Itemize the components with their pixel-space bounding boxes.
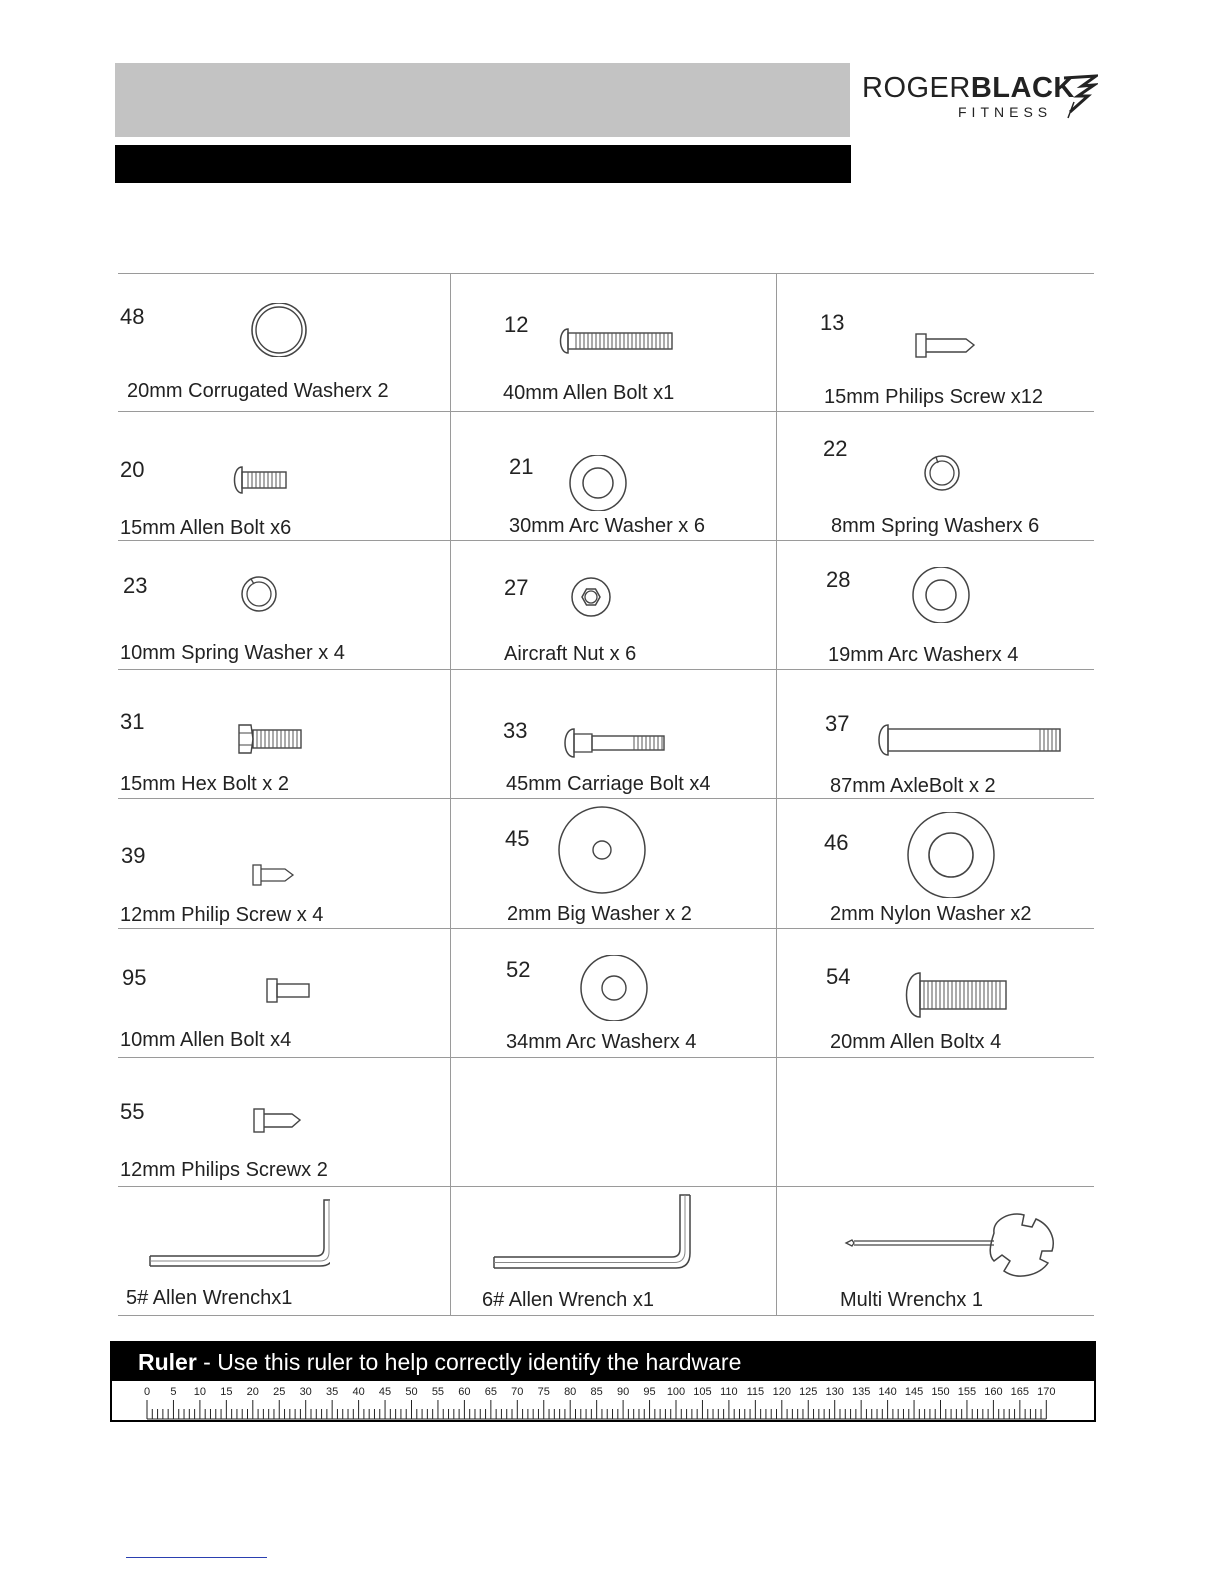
ruler-label: 40 [352, 1386, 365, 1398]
part-label: 34mm Arc Washerx 4 [506, 1031, 697, 1053]
part-number: 33 [503, 718, 528, 743]
ruler-label: 95 [643, 1386, 656, 1398]
part-label: 19mm Arc Washerx 4 [828, 644, 1019, 666]
multi-wrench-icon [844, 1211, 1064, 1283]
bolt-icon [265, 978, 313, 1004]
ruler-label: 55 [431, 1386, 445, 1398]
ruler-label: 35 [326, 1386, 339, 1398]
spring-washer-icon [923, 455, 961, 491]
part-number: 21 [509, 454, 534, 479]
ruler-title-rest: - Use this ruler to help correctly identify the hardware [196, 1349, 742, 1375]
ruler-label: 25 [273, 1386, 286, 1398]
screw-icon [252, 1108, 304, 1134]
washer-icon [579, 955, 649, 1021]
part-number: 55 [120, 1099, 145, 1124]
part-number: 52 [506, 957, 531, 982]
ruler-label: 70 [511, 1386, 524, 1398]
allen-wrench-icon [148, 1198, 330, 1273]
ruler-label: 0 [143, 1386, 151, 1398]
ruler-label: 80 [564, 1386, 577, 1398]
ruler [110, 1341, 1096, 1422]
part-number: 45 [505, 826, 530, 851]
part-label: 2mm Nylon Washer x2 [830, 903, 1032, 925]
tool-label: Multi Wrenchx 1 [840, 1289, 984, 1311]
bolt-icon [556, 325, 676, 357]
part-number: 95 [122, 965, 147, 990]
bolt-icon [232, 465, 288, 495]
nut-icon [570, 577, 612, 617]
hex-bolt-icon [237, 723, 305, 755]
ruler-label: 160 [984, 1386, 1003, 1398]
tool-label: 5# Allen Wrenchx1 [126, 1287, 293, 1309]
ruler-label: 165 [1010, 1386, 1030, 1398]
washer-icon [911, 567, 971, 623]
ruler-label: 90 [616, 1386, 630, 1398]
part-number: 54 [826, 964, 851, 989]
part-label: 10mm Spring Washer x 4 [120, 642, 345, 664]
ruler-title [112, 1343, 1094, 1381]
part-number: 22 [823, 436, 848, 461]
ruler-label: 105 [693, 1386, 712, 1398]
spring-washer-icon [239, 576, 279, 612]
part-label: 20mm Allen Boltx 4 [830, 1031, 1002, 1053]
part-label: 20mm Corrugated Washerx 2 [127, 380, 389, 402]
grid-line [118, 669, 1094, 670]
brand-name-light: ROGER [862, 72, 971, 104]
ruler-label: 20 [246, 1386, 259, 1398]
part-number: 37 [825, 711, 850, 736]
part-label: 2mm Big Washer x 2 [507, 903, 692, 925]
axle-bolt-icon [876, 723, 1066, 757]
part-label: 15mm Hex Bolt x 2 [120, 773, 289, 795]
ruler-label: 65 [484, 1386, 497, 1398]
grid-line [118, 540, 1094, 541]
grid-line [450, 273, 451, 1316]
ruler-label: 100 [666, 1386, 686, 1398]
ruler-label: 140 [878, 1386, 897, 1398]
ruler-label: 60 [458, 1386, 471, 1398]
ruler-label: 10 [193, 1386, 207, 1398]
allen-wrench-icon [492, 1193, 692, 1275]
ruler-label: 120 [772, 1386, 791, 1398]
ruler-label: 85 [590, 1386, 603, 1398]
grid-line [118, 798, 1094, 799]
ruler-title-bold: Ruler [138, 1349, 197, 1375]
ruler-label: 170 [1037, 1386, 1056, 1398]
grid-line [118, 1186, 1094, 1187]
tool-label: 6# Allen Wrench x1 [482, 1289, 654, 1311]
part-label: 12mm Philip Screw x 4 [120, 904, 324, 926]
part-label: 15mm Allen Bolt x6 [120, 517, 292, 539]
part-label: 45mm Carriage Bolt x4 [506, 773, 711, 795]
ruler-label: 30 [299, 1386, 312, 1398]
part-label: Aircraft Nut x 6 [504, 643, 637, 665]
part-label: 40mm Allen Bolt x1 [503, 382, 675, 404]
part-label: 10mm Allen Bolt x4 [120, 1029, 292, 1051]
screw-icon [914, 333, 978, 359]
grid-line [118, 928, 1094, 929]
ruler-label: 125 [799, 1386, 818, 1398]
part-number: 48 [120, 304, 145, 329]
grid-line [776, 273, 777, 1316]
grid-line [118, 273, 1094, 274]
part-number: 12 [504, 312, 529, 337]
grid-line [118, 1315, 1094, 1316]
ruler-label: 50 [405, 1386, 418, 1398]
brand-logo [862, 70, 1112, 125]
hardware-grid [118, 273, 1094, 1316]
bolt-icon [902, 971, 1010, 1019]
part-number: 31 [120, 709, 145, 734]
big-washer-icon [557, 805, 647, 895]
ruler-label: 130 [825, 1386, 844, 1398]
ruler-label: 5 [170, 1386, 177, 1398]
header-black-bar [115, 145, 851, 183]
ruler-label: 150 [931, 1386, 950, 1398]
ruler-scale [112, 1381, 1094, 1420]
ruler-label: 115 [746, 1386, 765, 1398]
brand-name-bold: BLACK [970, 72, 1075, 104]
washer-icon [248, 303, 310, 357]
washer-icon [906, 812, 996, 898]
grid-line [118, 1057, 1094, 1058]
part-number: 46 [824, 830, 849, 855]
grid-line [118, 411, 1094, 412]
footer-underline [126, 1557, 267, 1558]
brand-sub: FITNESS [958, 104, 1053, 120]
ruler-label: 145 [904, 1386, 924, 1398]
carriage-bolt-icon [560, 727, 668, 759]
header-gray-bar [115, 63, 850, 137]
ruler-label: 75 [537, 1386, 550, 1398]
part-number: 20 [120, 457, 145, 482]
part-number: 27 [504, 575, 529, 600]
part-label: 30mm Arc Washer x 6 [509, 515, 705, 537]
ruler-label: 155 [957, 1386, 977, 1398]
part-label: 12mm Philips Screwx 2 [120, 1159, 328, 1181]
screw-icon [251, 864, 295, 886]
part-number: 28 [826, 567, 851, 592]
ruler-label: 15 [220, 1386, 233, 1398]
part-label: 87mm AxleBolt x 2 [830, 775, 996, 797]
runner-icon [1060, 72, 1098, 120]
part-number: 23 [123, 573, 148, 598]
part-label: 15mm Philips Screw x12 [824, 386, 1043, 408]
ruler-label: 110 [720, 1386, 738, 1398]
washer-icon [567, 455, 629, 511]
ruler-label: 135 [851, 1386, 871, 1398]
part-label: 8mm Spring Washerx 6 [831, 515, 1040, 537]
part-number: 13 [820, 310, 845, 335]
ruler-label: 45 [378, 1386, 392, 1398]
part-number: 39 [121, 843, 146, 868]
